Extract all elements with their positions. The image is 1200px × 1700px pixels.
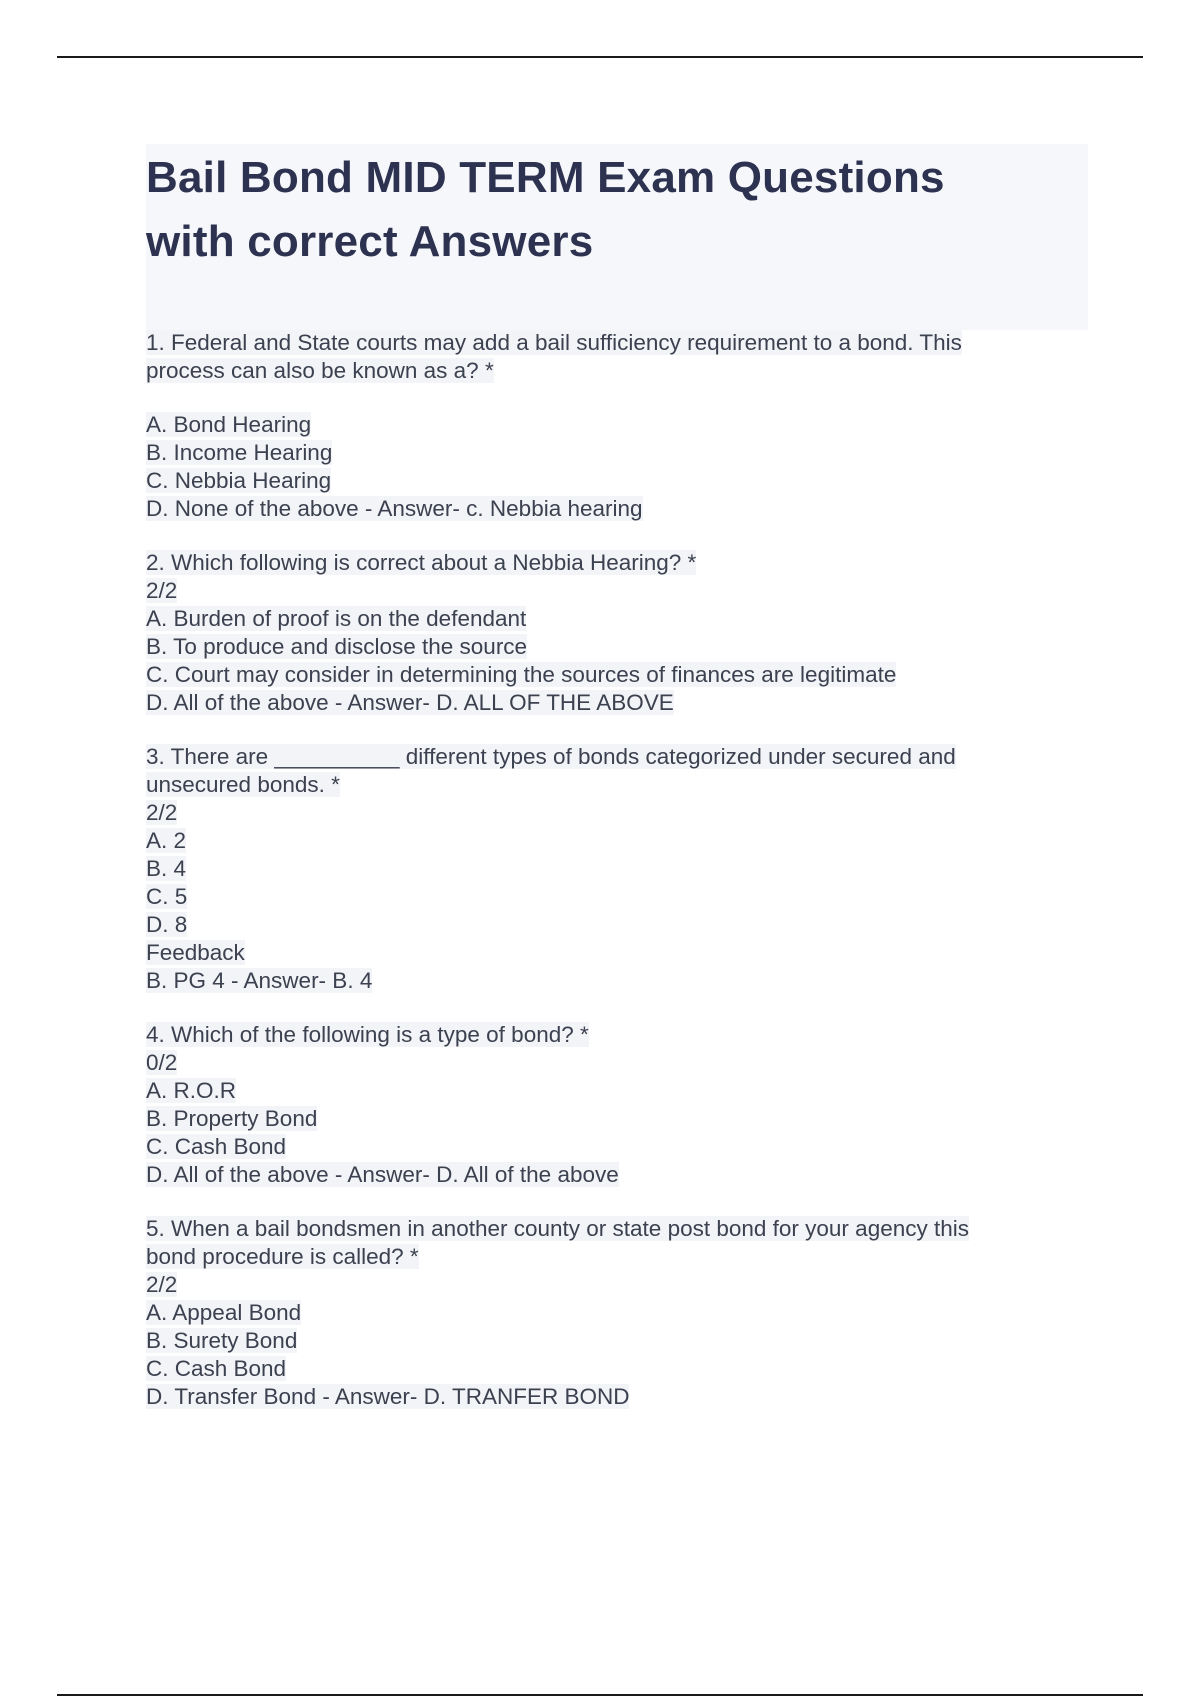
question-score: 2/2 [146,800,178,825]
answer-option: C. Cash Bond [146,1356,287,1381]
question-prompt: 2. Which following is correct about a Nebbia Hearing? * [146,550,697,575]
answer-option-with-answer: D. All of the above - Answer- D. All of the above [146,1162,619,1187]
answer-option: B. To produce and disclose the source [146,634,528,659]
document-title [146,144,1088,274]
answer-option: A. Bond Hearing [146,412,312,437]
answer-option-with-answer: D. None of the above - Answer- c. Nebbia hearing [146,496,643,521]
answer-option: A. 2 [146,828,187,853]
answer-option: B. 4 [146,856,187,881]
answer-option: D. 8 [146,912,188,937]
answer-option: A. R.O.R [146,1078,237,1103]
question-prompt: 3. There are __________ different types of bonds categorized under secured and [146,744,956,769]
answer-option-with-answer: D. Transfer Bond - Answer- D. TRANFER BOND [146,1384,630,1409]
answer-option: B. Surety Bond [146,1328,298,1353]
feedback-label: Feedback [146,940,245,965]
answer-option: C. Court may consider in determining the sources of finances are legitimate [146,662,897,687]
answer-option: A. Burden of proof is on the defendant [146,606,527,631]
bottom-rule [57,1694,1143,1696]
question-prompt: process can also be known as a? * [146,358,494,383]
answer-option: B. Property Bond [146,1106,318,1131]
question-5 [146,1215,1066,1411]
question-prompt: 1. Federal and State courts may add a bail sufficiency requirement to a bond. This [146,330,962,355]
feedback-answer: B. PG 4 - Answer- B. 4 [146,968,373,993]
answer-option: C. Cash Bond [146,1134,287,1159]
question-score: 2/2 [146,1272,178,1297]
answer-option: A. Appeal Bond [146,1300,302,1325]
question-score: 0/2 [146,1050,178,1075]
question-4 [146,1021,1066,1189]
title-block [146,144,1088,330]
question-prompt: bond procedure is called? * [146,1244,419,1269]
answer-option: C. 5 [146,884,188,909]
questions-list [146,329,1066,1437]
question-3 [146,743,1066,995]
question-2 [146,549,1066,717]
answer-option-with-answer: D. All of the above - Answer- D. ALL OF THE ABOVE [146,690,674,715]
answer-option: C. Nebbia Hearing [146,468,332,493]
question-prompt: 5. When a bail bondsmen in another county or state post bond for your agency this [146,1216,969,1241]
question-1 [146,329,1066,523]
question-prompt: 4. Which of the following is a type of bond? * [146,1022,589,1047]
answer-option: B. Income Hearing [146,440,333,465]
question-score: 2/2 [146,578,178,603]
top-rule [57,56,1143,58]
title-line-1: Bail Bond MID TERM Exam Questions [146,153,945,202]
title-line-2: with correct Answers [146,217,594,266]
question-prompt: unsecured bonds. * [146,772,340,797]
